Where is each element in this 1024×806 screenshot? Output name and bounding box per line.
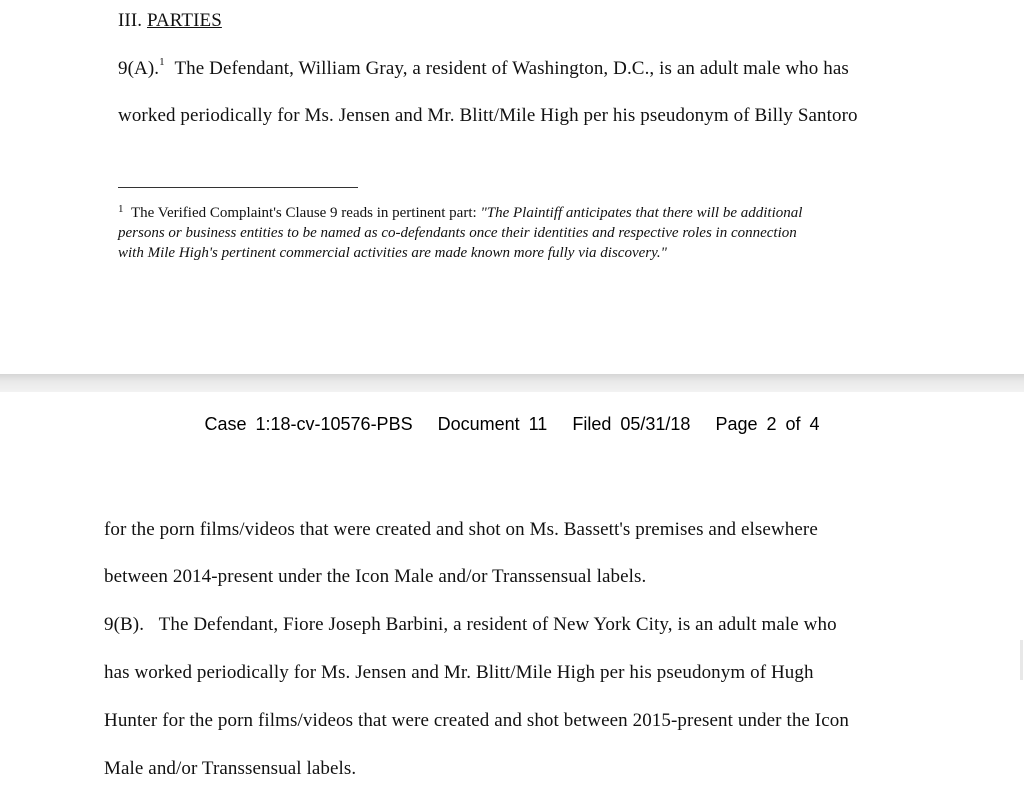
- filed-date: Filed 05/31/18: [572, 414, 691, 434]
- section-title: PARTIES: [147, 10, 222, 31]
- paragraph-9a-line2: worked periodically for Ms. Jensen and Mr. Blitt/Mile High per his pseudonym of Billy Santoro: [118, 105, 858, 126]
- footnote-quote-start: "The Plaintiff anticipates that there will be additional: [480, 205, 803, 221]
- paragraph-9b-line2: has worked periodically for Ms. Jensen and Mr. Blitt/Mile High per his pseudonym of Hugh: [104, 662, 814, 683]
- page-indicator: Page 2 of 4: [715, 414, 820, 434]
- paragraph-9b-line4: Male and/or Transsensual labels.: [104, 758, 357, 779]
- paragraph-9b-label: 9(B).: [104, 614, 145, 635]
- right-edge-mark: [1020, 640, 1023, 680]
- footnote-line3: [118, 245, 667, 262]
- paragraph-9a-text1: The Defendant, William Gray, a resident of Washington, D.C., is an adult male who has: [174, 58, 849, 79]
- footnote-line1: [118, 205, 802, 222]
- previous-page: [0, 0, 1024, 374]
- page-separator: [0, 374, 1024, 392]
- footnote-line2: [118, 225, 797, 242]
- footnote-divider: [118, 187, 358, 188]
- footnote-ref: 1: [159, 56, 165, 68]
- body-line-2: between 2014-present under the Icon Male and/or Transsensual labels.: [104, 566, 647, 587]
- paragraph-9a-line1: [118, 58, 849, 80]
- footnote-number: 1: [118, 203, 124, 215]
- footnote-lead: The Verified Complaint's Clause 9 reads in pertinent part:: [131, 205, 477, 221]
- current-page: [0, 392, 1024, 806]
- court-document-header: [0, 414, 1024, 435]
- case-number: Case 1:18-cv-10576-PBS: [204, 414, 413, 434]
- paragraph-9b-line1: [104, 614, 837, 636]
- paragraph-9a-label: 9(A).: [118, 58, 160, 79]
- section-number: III.: [118, 10, 143, 31]
- section-heading: [118, 10, 222, 32]
- footnote-quote-end: with Mile High's pertinent commercial activities are made known more fully via discovery.": [118, 245, 667, 261]
- paragraph-9b-text1: The Defendant, Fiore Joseph Barbini, a resident of New York City, is an adult male who: [158, 614, 837, 635]
- document-number: Document 11: [437, 414, 548, 434]
- footnote-quote-mid: persons or business entities to be named as co-defendants once their identities and respective roles in connection: [118, 225, 797, 241]
- body-line-1: for the porn films/videos that were created and shot on Ms. Bassett's premises and elsewhere: [104, 519, 818, 540]
- paragraph-9b-line3: Hunter for the porn films/videos that were created and shot between 2015-present under the Icon: [104, 710, 849, 731]
